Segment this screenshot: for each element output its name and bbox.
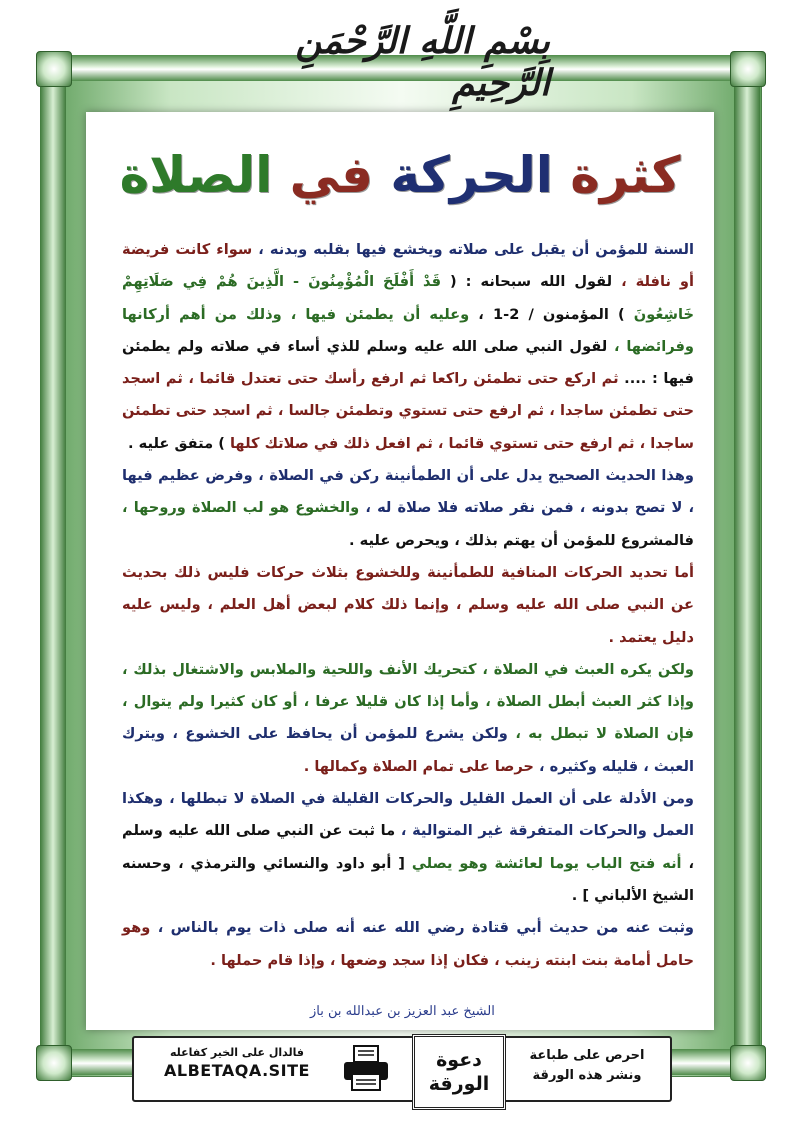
footer-banner xyxy=(132,1036,672,1102)
printer-icon xyxy=(340,1044,392,1092)
text-segment: سواء كانت فريضة أو نافلة ، xyxy=(122,241,694,291)
text-segment: لقول النبي صلى الله عليه وسلم للذي أساء في صلاته ولم يطمئن فيها : .... xyxy=(122,337,694,388)
text-segment: ثم اركع حتى تطمئن راكعا ثم ارفع رأسك حتى تعتدل قائما ، ثم اسجد حتى تطمئن ساجدا ، ثم ارفع حتى تستوي وتطمئن جالسا ، ثم اسجد حتى تطمئن ساجدا ، ثم ارفع حتى تستوي قائما ، ثم افعل ذلك في صلاتك كلها xyxy=(122,370,694,452)
text-segment: وهذا الحديث الصحيح يدل على أن الطمأنينة ركن في الصلاة ، وفرض عظيم فيها ، لا تصح بدونه ، فمن نقر صلاته فلا صلاة له ، xyxy=(122,467,695,517)
text-segment: وعليه أن يطمئن فيها ، وذلك من أهم أركانها وفرائضها ، xyxy=(122,305,694,355)
title-word: كثرة xyxy=(570,146,681,204)
text-segment: وثبت عنه من حديث أبي قتادة رضي الله عنه أنه صلى ذات يوم بالناس ، xyxy=(150,919,694,937)
paragraph xyxy=(122,783,694,912)
text-segment: ولكن يكره العبث في الصلاة ، كتحريك الأنف واللحية والملابس والاشتغال بذلك ، وإذا كثر العبث أبطل الصلاة ، وأما إذا كان قليلا عرفا ، أو كان كثيرا ولم يتوال ، فإن الصلاة لا تبطل به ، xyxy=(122,660,694,743)
text-segment: قَدْ أَفْلَحَ الْمُؤْمِنُونَ - الَّذِينَ هُمْ فِي صَلَاتِهِمْ خَاشِعُونَ xyxy=(122,273,694,323)
text-segment: [ أبو داود والنسائي والترمذي ، وحسنه الشيخ الألباني ] . xyxy=(122,854,694,904)
text-segment: فالمشروع للمؤمن أن يهتم بذلك ، ويحرص عليه . xyxy=(348,531,694,549)
text-segment: أما تحديد الحركات المنافية للطمأنينة وللخشوع بثلاث حركات فليس ذلك بحديث عن النبي صلى الله عليه وسلم ، وإنما ذلك كلام لبعض أهل العلم ، وليس عليه دليل يعتمد . xyxy=(122,563,694,646)
paragraph xyxy=(122,460,694,557)
frame-left-pillar xyxy=(40,55,66,1075)
text-segment: لقول الله سبحانه : ( xyxy=(441,273,613,291)
frame-corner-ornament xyxy=(730,51,766,87)
dawa-paper-logo xyxy=(412,1034,506,1110)
logo-line: الورقة xyxy=(428,1073,490,1095)
frame-corner-ornament xyxy=(36,51,72,87)
text-segment: وهو حامل أمامة بنت ابنته زينب ، فكان إذا سجد وضعها ، وإذا قام حملها . xyxy=(122,919,694,969)
paragraph xyxy=(122,654,694,783)
frame-corner-ornament xyxy=(36,1045,72,1081)
title-word: الحركة xyxy=(390,146,553,204)
basmala-calligraphy: بِسْمِ اللَّهِ الرَّحْمَنِ الرَّحِيمِ xyxy=(295,20,550,104)
text-segment: ) متفق عليه . xyxy=(128,434,225,452)
paragraph xyxy=(122,234,694,460)
article-body xyxy=(122,234,694,977)
page-title xyxy=(86,140,714,210)
footer-note-line: احرص على طباعة xyxy=(529,1048,645,1063)
text-segment: السنة للمؤمن أن يقبل على صلاته ويخشع فيها بقلبه وبدنه ، xyxy=(252,241,694,258)
text-segment: أنه فتح الباب يوما لعائشة وهو يصلي xyxy=(404,854,682,872)
title-word: الصلاة xyxy=(119,146,273,204)
text-segment: ) المؤمنون / 2-1 ، xyxy=(469,305,634,323)
frame-corner-ornament xyxy=(730,1045,766,1081)
footer-website-block xyxy=(142,1046,332,1080)
footer-website-link[interactable]: ALBETAQA.SITE xyxy=(164,1061,310,1080)
frame-right-pillar xyxy=(734,55,760,1075)
paragraph xyxy=(122,912,694,977)
title-word: في xyxy=(289,146,373,204)
text-segment: ولكن يشرع للمؤمن أن يحافظ على الخشوع ، ويترك العبث ، قليله وكثيره ، xyxy=(122,725,694,775)
text-segment: ما ثبت عن النبي صلى الله عليه وسلم ، xyxy=(122,822,694,872)
logo-line: دعوة xyxy=(436,1049,482,1071)
footer-note-line: ونشر هذه الورقة xyxy=(532,1068,642,1083)
text-segment: ومن الأدلة على أن العمل القليل والحركات القليلة في الصلاة لا تبطلها ، وهكذا العمل والحركات المتفرقة غير المتوالية ، xyxy=(122,790,695,840)
footer-print-note xyxy=(512,1046,662,1086)
author-signature: الشيخ عبد العزيز بن عبدالله بن باز xyxy=(310,1004,495,1019)
footer-tagline: فالدال على الخير كفاعله xyxy=(169,1046,305,1059)
text-segment: حرصا على تمام الصلاة وكمالها . xyxy=(303,757,534,775)
text-segment: والخشوع هو لب الصلاة وروحها ، xyxy=(122,499,360,517)
paragraph xyxy=(122,557,694,654)
